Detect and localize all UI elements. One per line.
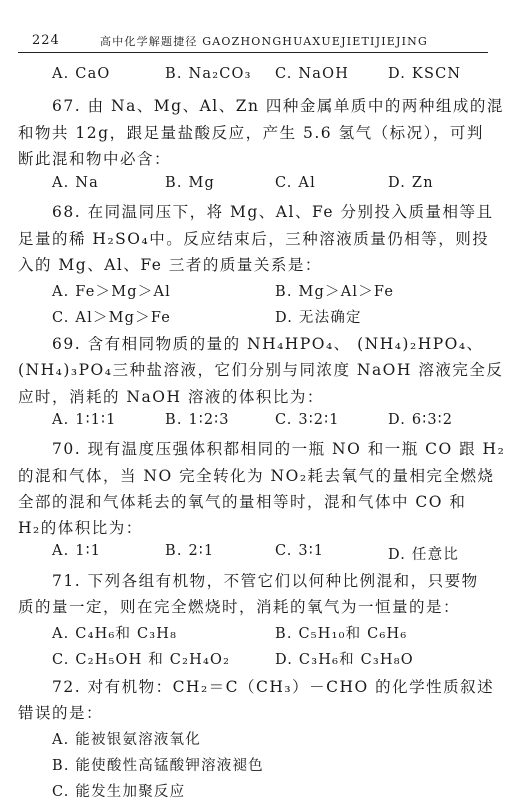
- q66-option-c: C. NaOH: [275, 66, 350, 82]
- q71-option-b: B. C₅H₁₀和 C₆H₆: [275, 626, 408, 642]
- q70-line-3: 全部的混和气体耗去的氧气的量相等时，混和气体中 CO 和: [18, 493, 467, 511]
- q70-option-a: A. 1∶1: [52, 543, 102, 559]
- q68-option-c: C. Al＞Mg＞Fe: [52, 310, 172, 326]
- q71-option-c: C. C₂H₅OH 和 C₂H₄O₂: [52, 652, 231, 668]
- q72-line-2: 错误的是：: [18, 704, 104, 722]
- q67-line-1: 67. 由 Na、Mg、Al、Zn 四种金属单质中的两种组成的混: [52, 97, 504, 115]
- q68-option-b: B. Mg＞Al＞Fe: [275, 284, 395, 300]
- q69-line-2: (NH₄)₃PO₄三种盐溶液，它们分别与同浓度 NaOH 溶液完全反: [18, 361, 504, 379]
- q69-line-1: 69. 含有相同物质的量的 NH₄HPO₄、 (NH₄)₂HPO₄、: [52, 335, 484, 353]
- q70-line-1: 70. 现有温度压强体积都相同的一瓶 NO 和一瓶 CO 跟 H₂: [52, 440, 505, 458]
- page-number: 224: [32, 33, 60, 48]
- q72-line-1: 72. 对有机物：CH₂＝C（CH₃）－CHO 的化学性质叙述: [52, 678, 495, 696]
- q69-option-a: A. 1∶1∶1: [52, 412, 117, 428]
- q70-option-c: C. 3∶1: [275, 543, 325, 559]
- q71-option-a: A. C₄H₆和 C₃H₈: [52, 626, 178, 642]
- q68-line-3: 入的 Mg、Al、Fe 三者的质量关系是：: [18, 256, 322, 274]
- q70-line-4: H₂的体积比为：: [18, 519, 143, 537]
- q69-line-3: 应时，消耗的 NaOH 溶液的体积比为：: [18, 388, 324, 406]
- q71-line-1: 71. 下列各组有机物，不管它们以何种比例混和，只要物: [52, 572, 479, 590]
- q72-option-b: B. 能使酸性高锰酸钾溶液褪色: [52, 758, 264, 774]
- q71-option-d: D. C₃H₆和 C₃H₈O: [275, 652, 414, 668]
- q66-option-a: A. CaO: [52, 66, 111, 82]
- q67-option-b: B. Mg: [165, 175, 216, 191]
- q69-option-d: D. 6∶3∶2: [388, 412, 454, 428]
- q68-line-1: 68. 在同温同压下，将 Mg、Al、Fe 分别投入质量相等且: [52, 203, 494, 221]
- q72-option-a: A. 能被银氨溶液氧化: [52, 732, 201, 748]
- q67-line-2: 和物共 12g，跟足量盐酸反应，产生 5.6 氢气（标况），可判: [18, 124, 484, 142]
- page-header: [18, 30, 488, 53]
- q68-option-a: A. Fe＞Mg＞Al: [52, 284, 171, 300]
- book-title: 高中化学解题捷径 GAOZHONGHUAXUEJIETIJIEJING: [100, 35, 428, 48]
- q69-option-c: C. 3∶2∶1: [275, 412, 340, 428]
- q67-option-a: A. Na: [52, 175, 100, 191]
- q67-line-3: 断此混和物中必含：: [18, 150, 172, 168]
- q72-option-c: C. 能发生加聚反应: [52, 784, 186, 800]
- q66-option-d: D. KSCN: [388, 66, 462, 82]
- q67-option-c: C. Al: [275, 175, 316, 191]
- q71-line-2: 质的量一定，则在完全燃烧时，消耗的氧气为一恒量的是：: [18, 598, 461, 616]
- q69-option-b: B. 1∶2∶3: [165, 412, 230, 428]
- q68-line-2: 足量的稀 H₂SO₄中。反应结束后，三种溶液质量仍相等，则投: [18, 230, 490, 248]
- q70-line-2: 的混和气体，当 NO 完全转化为 NO₂耗去氧气的量相完全燃烧: [18, 467, 495, 485]
- q70-option-b: B. 2∶1: [165, 543, 215, 559]
- q66-option-b: B. Na₂CO₃: [165, 66, 252, 82]
- q68-option-d: D. 无法确定: [275, 310, 362, 326]
- q67-option-d: D. Zn: [388, 175, 434, 191]
- q70-option-d: D. 任意比: [388, 547, 460, 563]
